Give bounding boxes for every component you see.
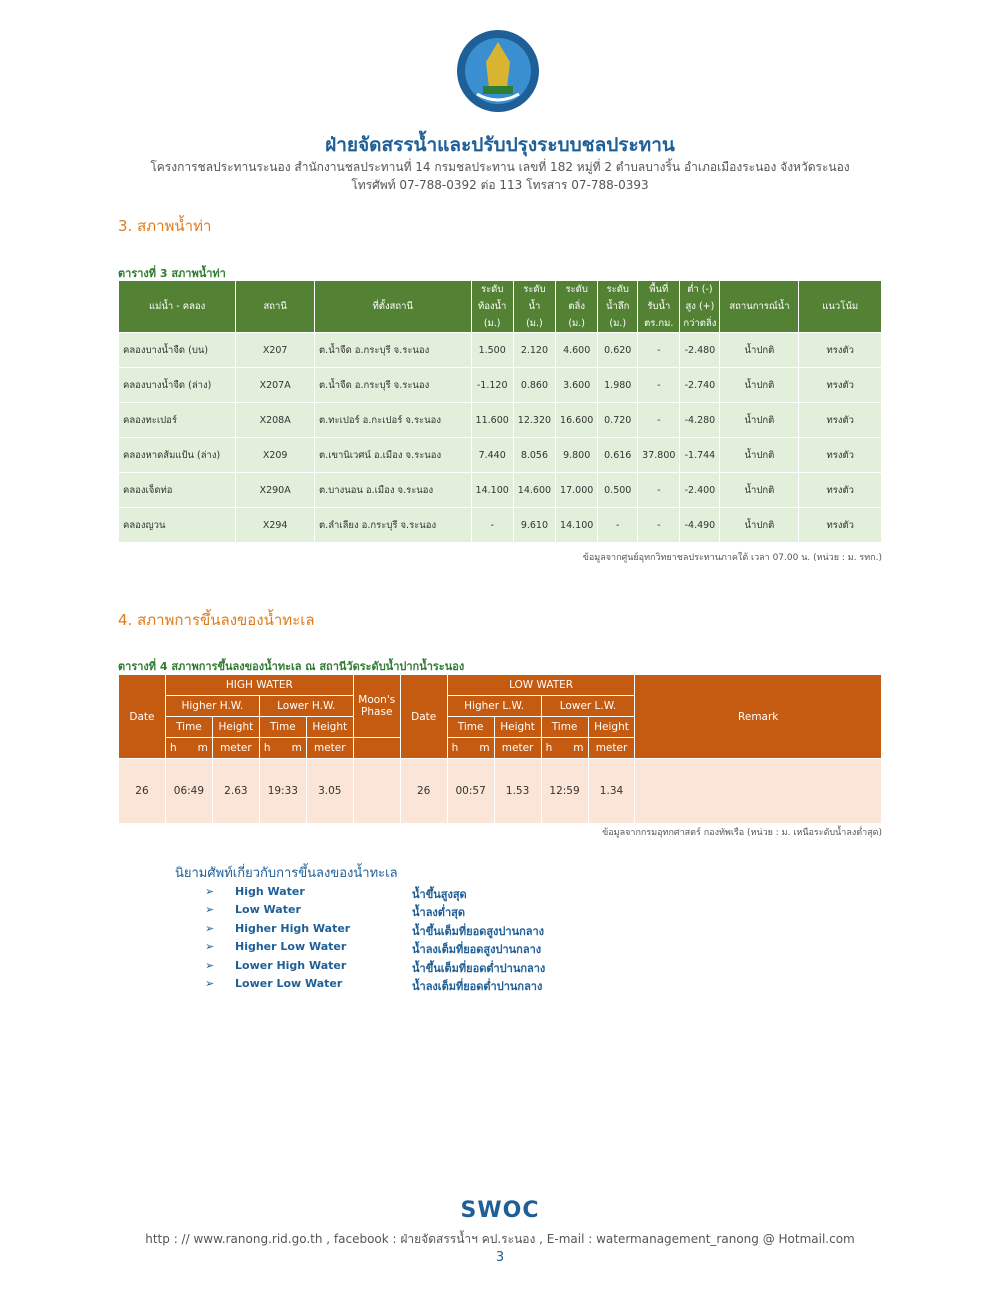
header-unit-hm: h m bbox=[165, 738, 212, 759]
cell-bed-level: 7.440 bbox=[471, 438, 513, 473]
cell-depth: 0.620 bbox=[598, 333, 638, 368]
cell-water-level: 12.320 bbox=[513, 403, 555, 438]
cell-station: X208A bbox=[236, 403, 315, 438]
cell-status: น้ำปกติ bbox=[720, 438, 799, 473]
footer-brand: SWOC bbox=[460, 1198, 540, 1223]
cell-location: ต.ลำเลียง อ.กระบุรี จ.ระนอง bbox=[315, 508, 472, 543]
definition-item bbox=[205, 922, 705, 940]
definition-term: Higher High Water bbox=[235, 921, 351, 935]
bullet-arrow-icon: ➢ bbox=[205, 921, 215, 935]
table-row bbox=[119, 473, 882, 508]
header-unit-hm: h m bbox=[541, 738, 588, 759]
definition-meaning: น้ำลงเต็มที่ยอดต่ำปานกลาง bbox=[412, 980, 543, 993]
cell-diff-bank: -4.280 bbox=[680, 403, 720, 438]
cell-lower-hw-height: 3.05 bbox=[306, 759, 353, 824]
header-bank-level: ระดับ ตลิ่ง (ม.) bbox=[556, 281, 598, 333]
table4-title: ตารางที่ 4 สภาพการขึ้นลงของน้ำทะเล ณ สถานีวัดระดับน้ำปากน้ำระนอง bbox=[118, 660, 465, 673]
cell-moon-phase bbox=[353, 759, 400, 824]
cell-diff-bank: -1.744 bbox=[680, 438, 720, 473]
cell-catchment: - bbox=[638, 508, 680, 543]
cell-catchment: - bbox=[638, 403, 680, 438]
cell-status: น้ำปกติ bbox=[720, 508, 799, 543]
cell-date-high: 26 bbox=[119, 759, 166, 824]
cell-trend: ทรงตัว bbox=[799, 508, 882, 543]
cell-water-level: 8.056 bbox=[513, 438, 555, 473]
definition-item bbox=[205, 885, 705, 903]
definition-item bbox=[205, 977, 705, 995]
header-date-high: Date bbox=[119, 675, 166, 759]
header-unit-meter: meter bbox=[588, 738, 635, 759]
tide-table bbox=[118, 674, 882, 824]
bullet-arrow-icon: ➢ bbox=[205, 977, 215, 990]
cell-station: X209 bbox=[236, 438, 315, 473]
cell-trend: ทรงตัว bbox=[799, 473, 882, 508]
bullet-arrow-icon: ➢ bbox=[205, 885, 215, 898]
cell-water-level: 9.610 bbox=[513, 508, 555, 543]
cell-depth: - bbox=[598, 508, 638, 543]
cell-higher-lw-time: 00:57 bbox=[447, 759, 494, 824]
table-row bbox=[119, 333, 882, 368]
definition-item bbox=[205, 940, 705, 958]
cell-catchment: - bbox=[638, 333, 680, 368]
header-status: สถานการณ์น้ำ bbox=[720, 281, 799, 333]
bullet-arrow-icon: ➢ bbox=[205, 903, 215, 917]
header-time: Time bbox=[447, 717, 494, 738]
table-row bbox=[119, 438, 882, 473]
cell-bank-level: 17.000 bbox=[556, 473, 598, 508]
definition-meaning: น้ำขึ้นเต็มที่ยอดต่ำปานกลาง bbox=[412, 961, 546, 975]
cell-date-low: 26 bbox=[400, 759, 447, 824]
section4-title: 4. สภาพการขึ้นลงของน้ำทะเล bbox=[118, 611, 315, 629]
bullet-arrow-icon: ➢ bbox=[205, 940, 215, 954]
header-low-water: LOW WATER bbox=[447, 675, 635, 696]
page-title: ฝ่ายจัดสรรน้ำและปรับปรุงระบบชลประทาน bbox=[325, 134, 675, 156]
cell-status: น้ำปกติ bbox=[720, 368, 799, 403]
header-location: ที่ตั้งสถานี bbox=[315, 281, 472, 333]
footer-contact: http : // www.ranong.rid.go.th , facebook : ฝ่ายจัดสรรน้ำฯ คป.ระนอง , E-mail : watermanagement_ranong @ Hotmail.com bbox=[145, 1232, 855, 1246]
header-high-water: HIGH WATER bbox=[165, 675, 353, 696]
cell-bed-level: 14.100 bbox=[471, 473, 513, 508]
cell-bed-level: 1.500 bbox=[471, 333, 513, 368]
header-height: Height bbox=[212, 717, 259, 738]
cell-status: น้ำปกติ bbox=[720, 333, 799, 368]
header-higher-hw: Higher H.W. bbox=[165, 696, 259, 717]
cell-higher-hw-height: 2.63 bbox=[212, 759, 259, 824]
header-trend: แนวโน้ม bbox=[799, 281, 882, 333]
cell-trend: ทรงตัว bbox=[799, 368, 882, 403]
cell-catchment: 37.800 bbox=[638, 438, 680, 473]
cell-river: คลองบางน้ำจืด (ล่าง) bbox=[119, 368, 236, 403]
cell-location: ต.บางนอน อ.เมือง จ.ระนอง bbox=[315, 473, 472, 508]
definition-meaning: น้ำลงเต็มที่ยอดสูงปานกลาง bbox=[412, 943, 542, 957]
header-water-level: ระดับ น้ำ (ม.) bbox=[513, 281, 555, 333]
header-moon-unit bbox=[353, 738, 400, 759]
cell-location: ต.ทะเปอร์ อ.กะเปอร์ จ.ระนอง bbox=[315, 403, 472, 438]
definition-meaning: น้ำขึ้นสูงสุด bbox=[412, 888, 467, 901]
cell-higher-lw-height: 1.53 bbox=[494, 759, 541, 824]
header-moon-phase: Moon's Phase bbox=[353, 675, 400, 738]
header-date-low: Date bbox=[400, 675, 447, 759]
header-depth: ระดับ น้ำลึก (ม.) bbox=[598, 281, 638, 333]
cell-bank-level: 16.600 bbox=[556, 403, 598, 438]
cell-depth: 1.980 bbox=[598, 368, 638, 403]
cell-bed-level: - bbox=[471, 508, 513, 543]
table3-title: ตารางที่ 3 สภาพน้ำท่า bbox=[118, 267, 226, 280]
header-lower-lw: Lower L.W. bbox=[541, 696, 635, 717]
bullet-arrow-icon: ➢ bbox=[205, 958, 215, 972]
cell-remark bbox=[635, 759, 882, 824]
header-unit-hm: h m bbox=[259, 738, 306, 759]
definition-item bbox=[205, 959, 705, 977]
cell-trend: ทรงตัว bbox=[799, 403, 882, 438]
header-height: Height bbox=[494, 717, 541, 738]
cell-lower-lw-height: 1.34 bbox=[588, 759, 635, 824]
cell-catchment: - bbox=[638, 368, 680, 403]
header-height: Height bbox=[588, 717, 635, 738]
cell-station: X207A bbox=[236, 368, 315, 403]
cell-river: คลองทะเปอร์ bbox=[119, 403, 236, 438]
cell-trend: ทรงตัว bbox=[799, 333, 882, 368]
cell-lower-lw-time: 12:59 bbox=[541, 759, 588, 824]
cell-bank-level: 4.600 bbox=[556, 333, 598, 368]
header-time: Time bbox=[165, 717, 212, 738]
cell-status: น้ำปกติ bbox=[720, 473, 799, 508]
cell-lower-hw-time: 19:33 bbox=[259, 759, 306, 824]
department-logo bbox=[455, 28, 541, 114]
header-lower-hw: Lower H.W. bbox=[259, 696, 353, 717]
cell-depth: 0.616 bbox=[598, 438, 638, 473]
cell-river: คลองหาดส้มแป้น (ล่าง) bbox=[119, 438, 236, 473]
section3-title: 3. สภาพน้ำท่า bbox=[118, 217, 212, 235]
cell-diff-bank: -4.490 bbox=[680, 508, 720, 543]
office-address: โครงการชลประทานระนอง สำนักงานชลประทานที่ 14 กรมชลประทาน เลขที่ 182 หมู่ที่ 2 ตำบลบางริ้น อำเภอเมืองระนอง จังหวัดระนอง bbox=[150, 160, 850, 174]
cell-depth: 0.720 bbox=[598, 403, 638, 438]
header-unit-hm: h m bbox=[447, 738, 494, 759]
header-higher-lw: Higher L.W. bbox=[447, 696, 541, 717]
definition-term: High Water bbox=[235, 885, 305, 898]
cell-location: ต.เขานิเวศน์ อ.เมือง จ.ระนอง bbox=[315, 438, 472, 473]
cell-status: น้ำปกติ bbox=[720, 403, 799, 438]
header-unit-meter: meter bbox=[306, 738, 353, 759]
cell-river: คลองบางน้ำจืด (บน) bbox=[119, 333, 236, 368]
cell-bed-level: 11.600 bbox=[471, 403, 513, 438]
cell-bed-level: -1.120 bbox=[471, 368, 513, 403]
header-catchment: พื้นที่ รับน้ำ ตร.กม. bbox=[638, 281, 680, 333]
header-time: Time bbox=[259, 717, 306, 738]
cell-depth: 0.500 bbox=[598, 473, 638, 508]
header-bed-level: ระดับ ท้องน้ำ (ม.) bbox=[471, 281, 513, 333]
definition-term: Lower High Water bbox=[235, 958, 347, 972]
cell-water-level: 0.860 bbox=[513, 368, 555, 403]
definition-term: Higher Low Water bbox=[235, 940, 347, 954]
cell-diff-bank: -2.400 bbox=[680, 473, 720, 508]
cell-water-level: 14.600 bbox=[513, 473, 555, 508]
cell-diff-bank: -2.480 bbox=[680, 333, 720, 368]
table4-source: ข้อมูลจากกรมอุทกศาสตร์ กองทัพเรือ (หน่วย : ม. เหนือระดับน้ำลงต่ำสุด) bbox=[602, 828, 882, 838]
cell-bank-level: 14.100 bbox=[556, 508, 598, 543]
definitions-title: นิยามศัพท์เกี่ยวกับการขึ้นลงของน้ำทะเล bbox=[175, 866, 398, 881]
definition-term: Lower Low Water bbox=[235, 977, 343, 990]
cell-station: X294 bbox=[236, 508, 315, 543]
cell-location: ต.น้ำจืด อ.กระบุรี จ.ระนอง bbox=[315, 368, 472, 403]
office-phone: โทรศัพท์ 07-788-0392 ต่อ 113 โทรสาร 07-788-0393 bbox=[351, 178, 649, 192]
page-number: 3 bbox=[495, 1250, 505, 1265]
table3-source: ข้อมูลจากศูนย์อุทกวิทยาชลประทานภาคใต้ เวลา 07.00 น. (หน่วย : ม. รทก.) bbox=[582, 553, 882, 563]
header-unit-meter: meter bbox=[494, 738, 541, 759]
table-row bbox=[119, 759, 882, 824]
definition-item bbox=[205, 903, 705, 921]
cell-location: ต.น้ำจืด อ.กระบุรี จ.ระนอง bbox=[315, 333, 472, 368]
table-row bbox=[119, 368, 882, 403]
header-river: แม่น้ำ - คลอง bbox=[119, 281, 236, 333]
cell-river: คลองญวน bbox=[119, 508, 236, 543]
definition-term: Low Water bbox=[235, 903, 301, 917]
header-height: Height bbox=[306, 717, 353, 738]
cell-bank-level: 3.600 bbox=[556, 368, 598, 403]
definition-meaning: น้ำลงต่ำสุด bbox=[412, 906, 465, 920]
runoff-table bbox=[118, 280, 882, 543]
cell-diff-bank: -2.740 bbox=[680, 368, 720, 403]
cell-trend: ทรงตัว bbox=[799, 438, 882, 473]
cell-station: X207 bbox=[236, 333, 315, 368]
header-station: สถานี bbox=[236, 281, 315, 333]
cell-higher-hw-time: 06:49 bbox=[165, 759, 212, 824]
table-row bbox=[119, 403, 882, 438]
header-remark: Remark bbox=[635, 675, 882, 759]
header-diff-bank: ต่ำ (-) สูง (+) กว่าตลิ่ง bbox=[680, 281, 720, 333]
cell-bank-level: 9.800 bbox=[556, 438, 598, 473]
header-time: Time bbox=[541, 717, 588, 738]
cell-water-level: 2.120 bbox=[513, 333, 555, 368]
cell-catchment: - bbox=[638, 473, 680, 508]
cell-river: คลองเจ็ดท่อ bbox=[119, 473, 236, 508]
cell-station: X290A bbox=[236, 473, 315, 508]
header-unit-meter: meter bbox=[212, 738, 259, 759]
table-row bbox=[119, 508, 882, 543]
definition-meaning: น้ำขึ้นเต็มที่ยอดสูงปานกลาง bbox=[412, 924, 545, 938]
